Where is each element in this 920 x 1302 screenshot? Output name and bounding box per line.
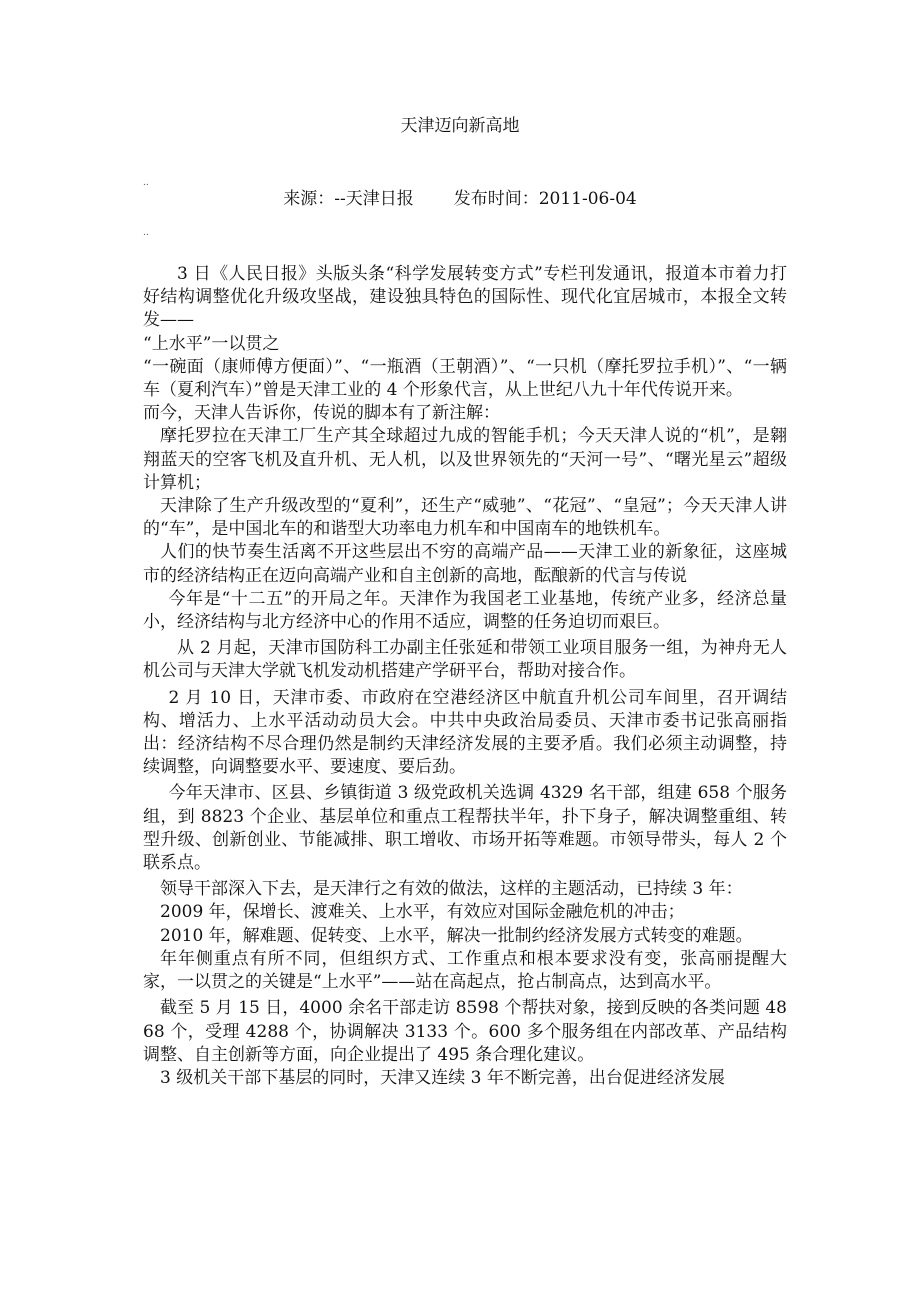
separator-dots-bottom: .. bbox=[143, 228, 149, 238]
paragraph-intro: 3 日《人民日报》头版头条“科学发展转变方式”专栏刊发通讯，报道本市着力打好结构调整优化升级攻坚战，建设独具特色的国际性、现代化宜居城市，本报全文转发—— bbox=[143, 264, 787, 331]
publish-date: 发布时间：2011-06-04 bbox=[453, 189, 637, 209]
paragraph: 人们的快节奏生活离不开这些层出不穷的高端产品——天津工业的新象征，这座城市的经济结构正在迈向高端产业和自主创新的高地，酝酿新的代言与传说 bbox=[143, 542, 787, 586]
document-title: 天津迈向新高地 bbox=[400, 116, 520, 136]
paragraph: 2 月 10 日，天津市委、市政府在空港经济区中航直升机公司车间里，召开调结构、增活力、上水平活动动员大会。中共中央政治局委员、天津市委书记张高丽指出：经济结构不尽合理仍然是制约天津经济发展的主要矛盾。我们必须主动调整，持续调整，向调整要水平、要速度、要后劲。 bbox=[143, 687, 787, 778]
paragraph: 2010 年，解难题、促转变、上水平，解决一批制约经济发展方式转变的难题。 bbox=[160, 925, 753, 946]
paragraph: “一碗面（康师傅方便面）”、“一瓶酒（王朝酒）”、“一只机（摩托罗拉手机）”、“一辆车（夏利汽车）”曾是天津工业的 4 个形象代言，从上世纪八九十年代传说开来。 bbox=[143, 356, 787, 401]
paragraph: 截至 5 月 15 日，4000 余名干部走访 8598 个帮扶对象，接到反映的各类问题 4868 个，受理 4288 个，协调解决 3133 个。600 多个服务组在内部改革、产品结构调整、自主创新等方面，向企业提出了 495 条合理化建议。 bbox=[143, 998, 787, 1065]
paragraph: 天津除了生产升级改型的“夏利”，还生产“威驰”、“花冠”、“皇冠”；今天天津人讲的“车”，是中国北车的和谐型大功率电力机车和中国南车的地铁机车。 bbox=[143, 496, 787, 540]
paragraph: 3 级机关干部下基层的同时，天津又连续 3 年不断完善，出台促进经济发展 bbox=[160, 1067, 725, 1088]
paragraph: 而今，天津人告诉你，传说的脚本有了新注解： bbox=[143, 403, 500, 424]
paragraph: 领导干部深入下去，是天津行之有效的做法，这样的主题活动，已持续 3 年： bbox=[160, 879, 743, 900]
source-line bbox=[0, 187, 920, 211]
source-label: 来源：--天津日报 bbox=[283, 189, 414, 209]
section-heading: “上水平”一以贯之 bbox=[143, 333, 280, 354]
paragraph: 从 2 月起，天津市国防科工办副主任张延和带领工业项目服务一组，为神舟无人机公司与天津大学就飞机发动机搭建产学研平台，帮助对接合作。 bbox=[143, 638, 787, 682]
paragraph: 摩托罗拉在天津工厂生产其全球超过九成的智能手机；今天天津人说的“机”，是翱翔蓝天的空客飞机及直升机、无人机，以及世界领先的“天河一号”、“曙光星云”超级计算机； bbox=[143, 426, 787, 493]
separator-dots-top: .. bbox=[143, 178, 149, 188]
paragraph: 年年侧重点有所不同，但组织方式、工作重点和根本要求没有变，张高丽提醒大家，一以贯之的关键是“上水平”——站在高起点，抢占制高点，达到高水平。 bbox=[143, 948, 787, 993]
paragraph: 今年是“十二五”的开局之年。天津作为我国老工业基地，传统产业多，经济总量小，经济结构与北方经济中心的作用不适应，调整的任务迫切而艰巨。 bbox=[143, 588, 787, 633]
paragraph: 今年天津市、区县、乡镇街道 3 级党政机关选调 4329 名干部，组建 658 个服务组，到 8823 个企业、基层单位和重点工程帮扶半年，扑下身子，解决调整重组、转型升级、创新创业、节能减排、职工增收、市场开拓等难题。市领导带头，每人 2 个联系点。 bbox=[143, 783, 787, 874]
article-body bbox=[143, 263, 787, 1090]
paragraph: 2009 年，保增长、渡难关、上水平，有效应对国际金融危机的冲击； bbox=[160, 902, 685, 923]
